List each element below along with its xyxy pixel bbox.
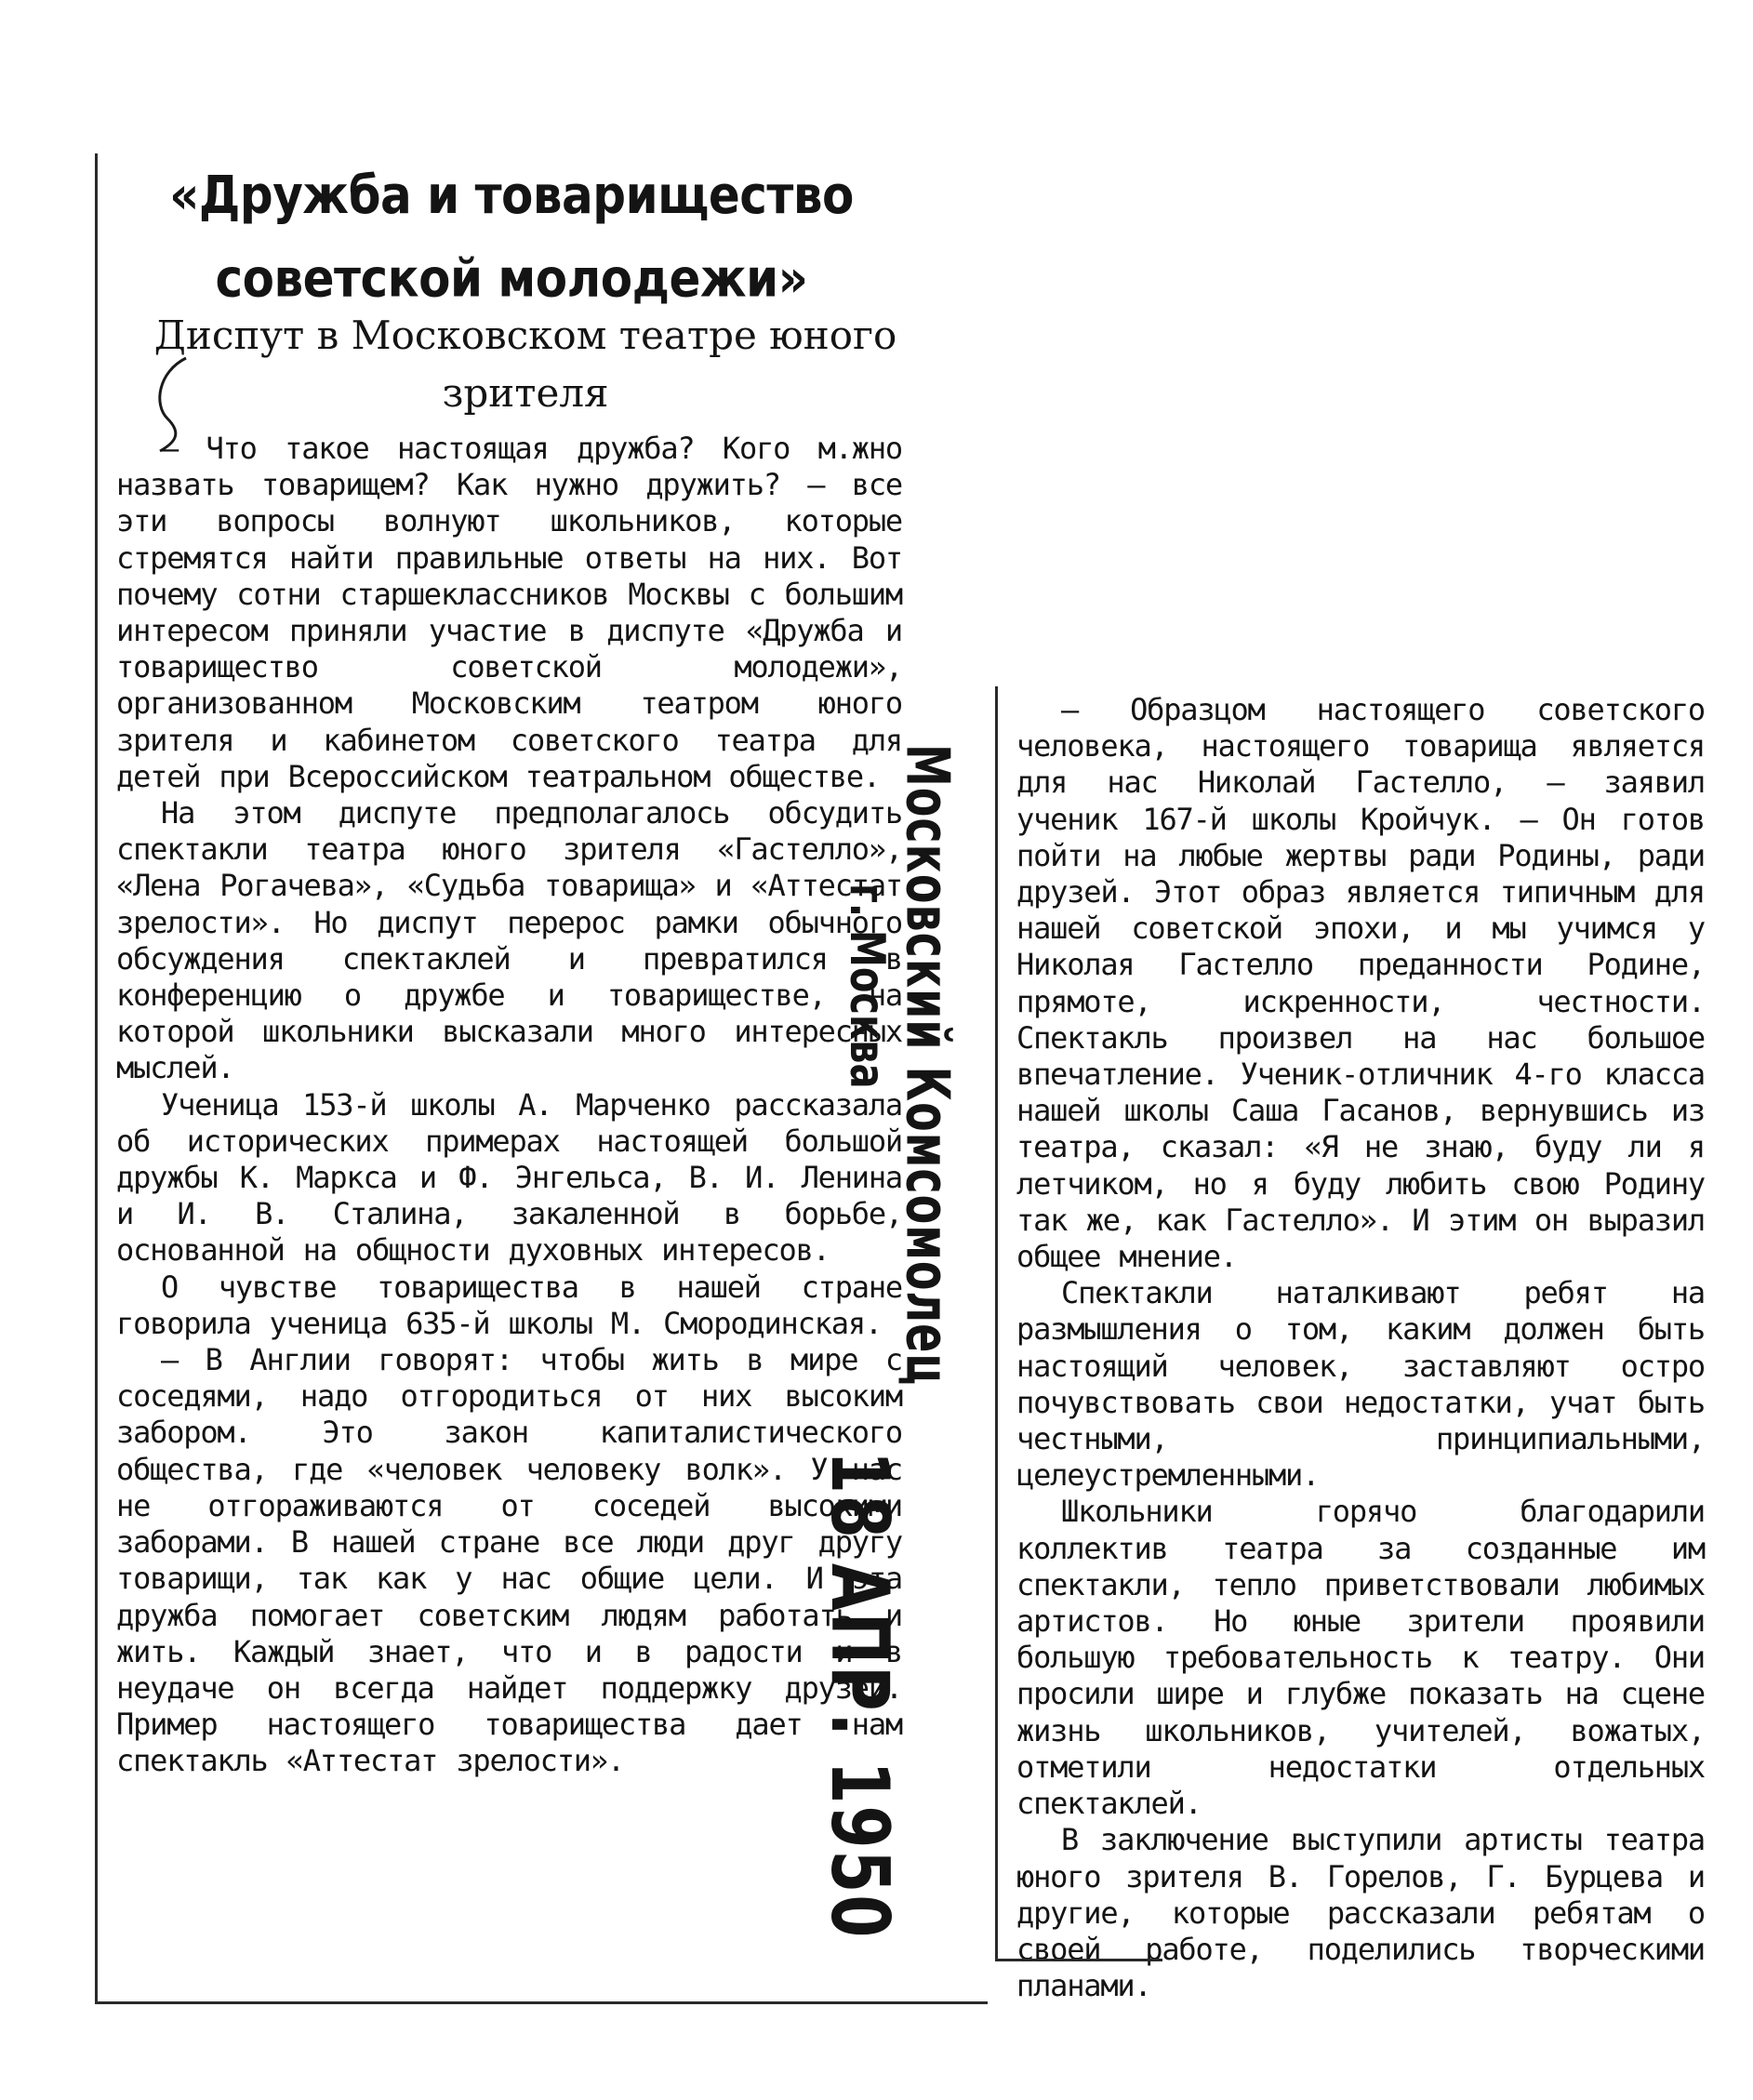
article-paragraph: Спектакли наталкивают ребят на размышления о том, каким должен быть настоящий человек, заставляют остро почувствовать свои недостатки, учат быть честными, принципиальными, целеустремленными.	[1016, 1275, 1705, 1494]
right-article-column	[995, 686, 1711, 2004]
article-paragraph: В заключение выступили артисты театра юного зрителя В. Горелов, Г. Бурцева и другие, которые рассказали ребятам о своей работе, поделились творческими планами.	[1016, 1822, 1705, 2004]
article-headline: «Дружба и товарищество советской молодежи»	[169, 165, 854, 309]
right-article-body	[1016, 692, 1705, 2004]
article-paragraph: О чувстве товарищества в нашей стране говорила ученица 635-й школы М. Смородинская.	[116, 1269, 902, 1341]
masthead-city: г. Москва	[839, 884, 895, 1089]
column-bottom-rule	[995, 1959, 1162, 1961]
masthead-paper-name: Московский Комсомолец	[893, 744, 963, 1387]
article-paragraph: — В Англии говорят: чтобы жить в мире с соседями, надо отгородиться от них высоким забором. Это закон капиталистического общества, где «человек человеку волк». У нас не отгораживаются от соседей высокими заборами. В нашей стране все люди друг другу товарищи, так как у нас общие цели. И эта дружба помогает советским людям работать и жить. Каждый знает, что и в радости и в неудаче он всегда найдет поддержку друзей. Пример настоящего товарищества дает нам спектакль «Аттестат зрелости».	[116, 1342, 902, 1779]
article-paragraph: На этом диспуте предполагалось обсудить спектакли театра юного зрителя «Гастелло», «Лена Рогачева», «Судьба товарища» и «Аттестат зрелости». Но диспут перерос рамки обычного обсуждения спектаклей и превратился в конференцию о дружбе и товариществе, на которой школьники высказали много интересных мыслей.	[116, 795, 902, 1086]
article-paragraph: — Что такое настоящая дружба? Кого м.жно назвать товарищем? Как нужно дружить? — все эти вопросы волнуют школьников, которые стремятся найти правильные ответы на них. Вот почему сотни старшеклассников Москвы с большим интересом приняли участие в диспуте «Дружба и товарищество советской молодежи», организованном Московским театром юного зрителя и кабинетом советского театра для детей при Всероссийском театральном обществе.	[116, 431, 902, 794]
article-paragraph: Школьники горячо благодарили коллектив театра за созданные им спектакли, тепло приветствовали любимых артистов. Но юные зрители проявили большую требовательность к театру. Они просили шире и глубже показать на сцене жизнь школьников, учителей, вожатых, отметили недостатки отдельных спектаклей.	[1016, 1494, 1705, 1822]
left-article-body	[116, 431, 902, 1780]
masthead-date: 18 АПР. 1950	[813, 1451, 907, 1940]
article-subheadline: Диспут в Московском театре юного зрителя	[153, 312, 897, 416]
article-paragraph: Ученица 153-й школы А. Марченко рассказала об исторических примерах настоящей большой дружбы К. Маркса и Ф. Энгельса, В. И. Ленина и И. В. Сталина, закаленной в борьбе, основанной на общности духовных интересов.	[116, 1086, 902, 1269]
article-paragraph: — Образцом настоящего советского человека, настоящего товарища является для нас Николай Гастелло, — заявил ученик 167-й школы Кройчук. — Он готов пойти на любые жертвы ради Родины, ради друзей. Этот образ является типичным для нашей советской эпохи, и мы учимся у Николая Гастелло преданности Родине, прямоте, искренности, честности. Спектакль произвел на нас большое впечатление. Ученик-отличник 4-го класса нашей школы Саша Гасанов, вернувшись из театра, сказал: «Я не знаю, буду ли я летчиком, но я буду любить свою Родину так же, как Гастелло». И этим он выразил общее мнение.	[1016, 692, 1705, 1275]
newspaper-masthead-stamp	[813, 744, 990, 1940]
